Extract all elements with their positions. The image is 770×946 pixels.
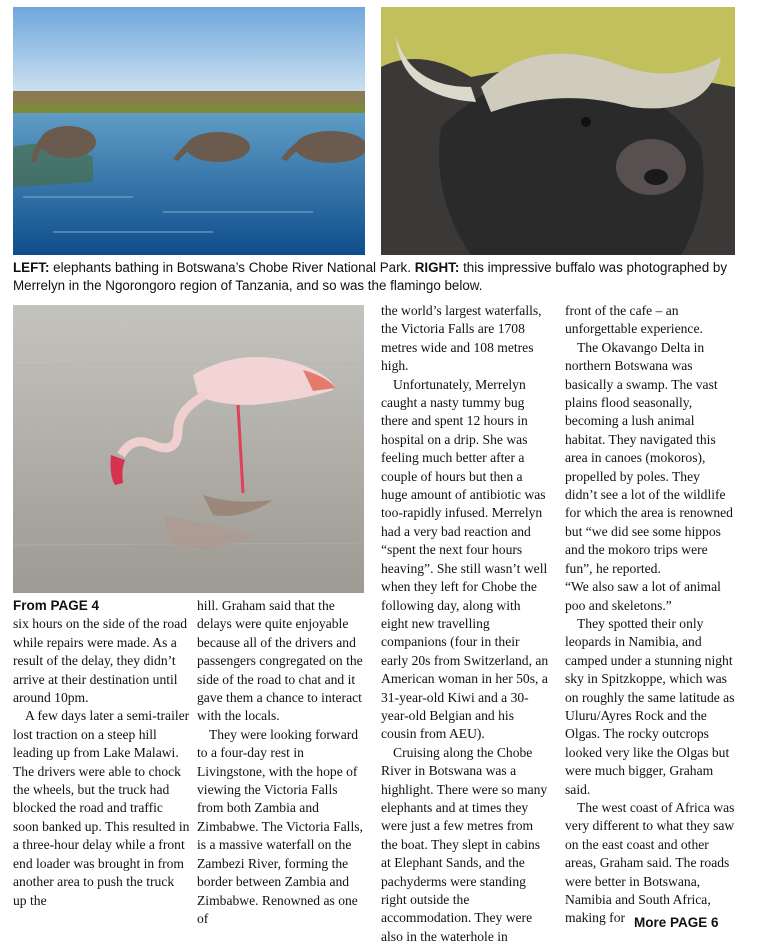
column3-paragraph-2: Unfortunately, Merrelyn caught a nasty tummy bug there and spent 12 hours in hospital on a drip. She was feeling much better after a couple of hours but then a huge amount of antibiotic was too-rapidly infused. Merrelyn had a very bad reaction and “spent the next four hours heaving”. She still wasn’t well when they left for Chobe the following day, along with eight new travelling companions (four in their early 20s from Switzerland, an American woman in her 50s, a 31-year-old Kiwi and a 30-year-old Belgian and his cousin from AEU). (381, 376, 549, 742)
article-column-1 (13, 597, 191, 910)
photo-caption (13, 259, 758, 295)
caption-right-text: this impressive buffalo was photographed by Merrelyn in the Ngorongoro region of Tanzania, and so was the flamingo below. (13, 260, 728, 293)
column3-paragraph-1: the world’s largest waterfalls, the Victoria Falls are 1708 metres wide and 108 metres high. (381, 303, 542, 374)
caption-left-label: LEFT: (13, 260, 50, 275)
column3-paragraph-3: Cruising along the Chobe River in Botswana was a highlight. There were so many elephants and at times they were just a few metres from the boat. They slept in cabins at Elephant Sands, and the pachyderms were standing right outside the accommodation. They were also in the waterhole in (381, 744, 548, 944)
column1-paragraph-1: six hours on the side of the road while repairs were made. As a result of the delay, they didn’t arrive at their destination until around 10pm. (13, 616, 188, 706)
column4-paragraph-5: The west coast of Africa was very different to what they saw on the east coast and other areas, Graham said. The roads were better in Botswana, Namibia and South Africa, making for (565, 799, 735, 926)
buffalo-photo (381, 7, 735, 255)
column2-paragraph-2: They were looking forward to a four-day rest in Livingstone, with the hope of viewing the Victoria Falls from both Zambia and Zimbabwe. The Victoria Falls, is a massive waterfall on the Zambezi River, forming the border between Zambia and Zimbabwe. Renowned as one of (197, 726, 363, 926)
caption-right-label: RIGHT: (414, 260, 460, 275)
column4-paragraph-1: front of the cafe – an unforgettable experience. (565, 303, 703, 337)
article-column-2 (197, 597, 365, 928)
column2-paragraph-1: hill. Graham said that the delays were quite enjoyable because all of the drivers and passengers congregated on the side of the road to chat and it gave them a chance to interact with the locals. (197, 598, 363, 724)
column4-paragraph-4: They spotted their only leopards in Namibia, and camped under a stunning night sky in Spitzkoppe, which was on roughly the same latitude as Uluru/Ayres Rock and the Olgas. The rocky outcrops looked very like the Olgas but were much bigger, Graham said. (565, 615, 735, 797)
article-column-3 (381, 302, 549, 946)
column1-paragraph-2: A few days later a semi-trailer lost traction on a steep hill leading up from Lake Malawi. The drivers were able to chock the wheels, but the truck had blocked the road and traffic soon banked up. This resulted in a three-hour delay while a front end loader was brought in from another area to push the truck up the (13, 708, 190, 908)
continued-from-label: From PAGE 4 (13, 598, 100, 613)
elephants-photo (13, 7, 365, 255)
flamingo-photo (13, 305, 364, 593)
column4-paragraph-3: “We also saw a lot of animal poo and skeletons.” (565, 579, 721, 613)
column4-paragraph-2: The Okavango Delta in northern Botswana was basically a swamp. The vast plains flood seasonally, becoming a lush animal habitat. They navigated this area in canoes (mokoros), propelled by poles. They didn’t see a lot of the wildlife for which the area is renowned but “we did see some hippos and the mokoro trips were fun”, he reported. (565, 339, 733, 576)
continued-on-label: More PAGE 6 (634, 915, 719, 930)
caption-left-text: elephants bathing in Botswana’s Chobe River National Park. (49, 260, 411, 275)
article-column-4 (565, 302, 735, 928)
